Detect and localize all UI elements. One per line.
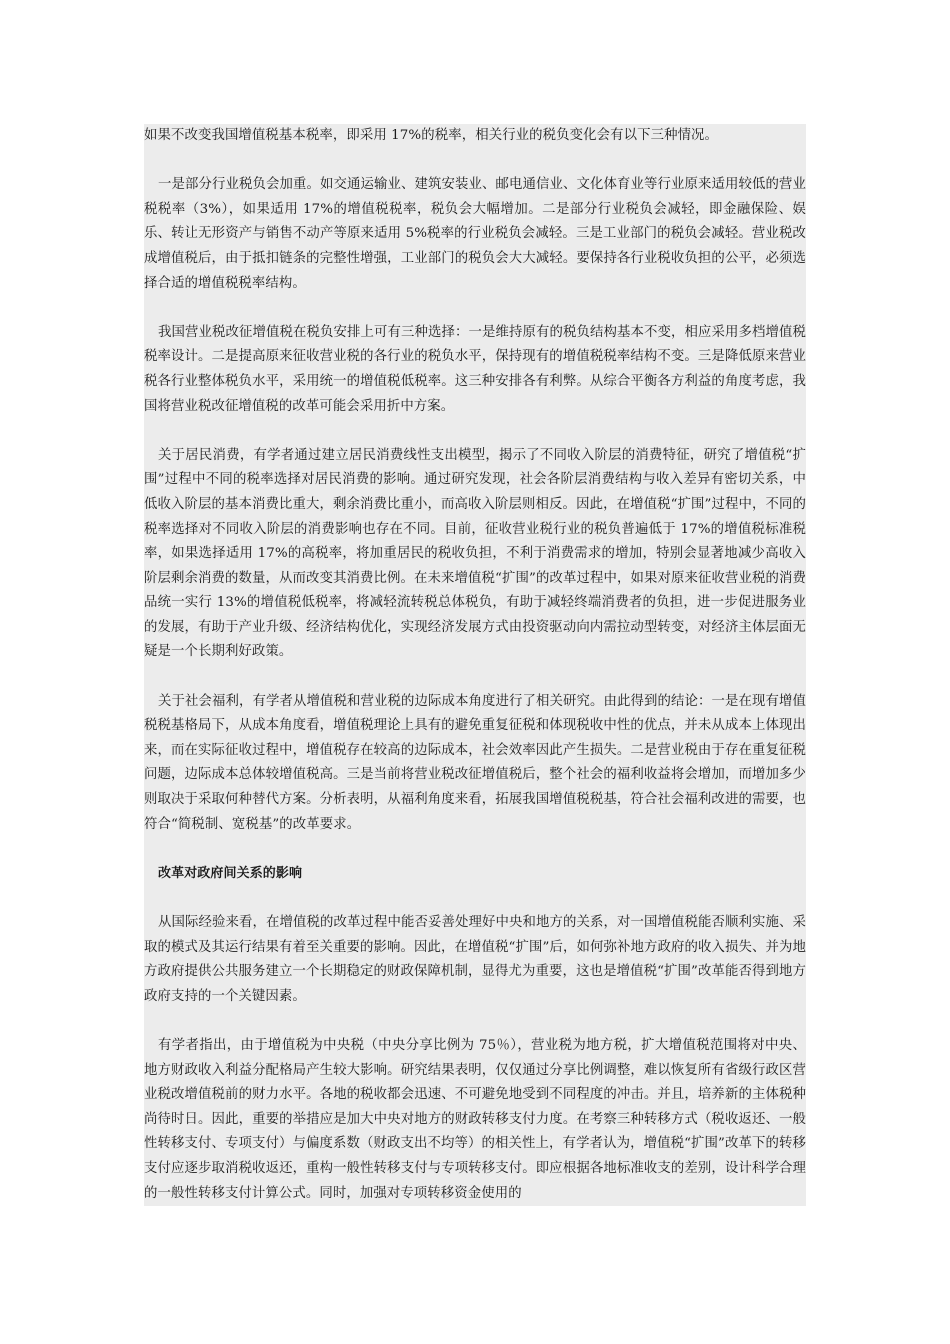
paragraph-three-choices: 我国营业税改征增值税在税负安排上可有三种选择：一是维持原有的税负结构基本不变，相应采用多档增值税税率设计。二是提高原来征收营业税的各行业的税负水平，保持现有的增值税税率结构不变。三是降低原来营业税各行业整体税负水平，采用统一的增值税低税率。这三种安排各有利弊。从综合平衡各方利益的角度考虑，我国将营业税改征增值税的改革可能会采用折中方案。 xyxy=(144,321,806,419)
section-heading: 改革对政府间关系的影响 xyxy=(144,862,806,887)
paragraph-social-welfare: 关于社会福利，有学者从增值税和营业税的边际成本角度进行了相关研究。由此得到的结论：一是在现有增值税税基格局下，从成本角度看，增值税理论上具有的避免重复征税和体现税收中性的优点，并未从成本上体现出来，而在实际征收过程中，增值税存在较高的边际成本，社会效率因此产生损失。二是营业税由于存在重复征税问题，边际成本总体较增值税高。三是当前将营业税改征增值税后，整个社会的福利收益将会增加，而增加多少则取决于采取何种替代方案。分析表明，从福利角度来看，拓展我国增值税税基，符合社会福利改进的需要，也符合“简税制、宽税基”的改革要求。 xyxy=(144,690,806,838)
paragraph-gap xyxy=(144,419,806,444)
intro-paragraph: 如果不改变我国增值税基本税率，即采用 17%的税率，相关行业的税负变化会有以下三种情况。 xyxy=(144,124,806,149)
paragraph-gap xyxy=(144,296,806,321)
paragraph-transfer-payments: 有学者指出，由于增值税为中央税（中央分享比例为 75％），营业税为地方税，扩大增值税范围将对中央、地方财政收入利益分配格局产生较大影响。研究结果表明，仅仅通过分享比例调整，难以恢复所有省级行政区营业税改增值税前的财力水平。各地的税收都会迅速、不可避免地受到不同程度的冲击。并且，培养新的主体税种尚待时日。因此，重要的举措应是加大中央对地方的财政转移支付力度。在考察三种转移方式（税收返还、一般性转移支付、专项支付）与偏度系数（财政支出不均等）的相关性上，有学者认为，增值税“扩围”改革下的转移支付应逐步取消税收返还，重构一般性转移支付与专项转移支付。即应根据各地标准收支的差别，设计科学合理的一般性转移支付计算公式。同时，加强对专项转移资金使用的 xyxy=(144,1034,806,1206)
paragraph-international-experience: 从国际经验来看，在增值税的改革过程中能否妥善处理好中央和地方的关系，对一国增值税能否顺利实施、采取的模式及其运行结果有着至关重要的影响。因此，在增值税“扩围”后，如何弥补地方政府的收入损失、并为地方政府提供公共服务建立一个长期稳定的财政保障机制，显得尤为重要，这也是增值税“扩围”改革能否得到地方政府支持的一个关键因素。 xyxy=(144,911,806,1009)
paragraph-gap xyxy=(144,886,806,911)
paragraph-resident-consumption: 关于居民消费，有学者通过建立居民消费线性支出模型，揭示了不同收入阶层的消费特征，研究了增值税“扩围”过程中不同的税率选择对居民消费的影响。通过研究发现，社会各阶层消费结构与收入差异有密切关系，中低收入阶层的基本消费比重大，剩余消费比重小，而高收入阶层则相反。因此，在增值税“扩围”过程中，不同的税率选择对不同收入阶层的消费影响也存在不同。目前，征收营业税行业的税负普遍低于 17%的增值税标准税率，如果选择适用 17%的高税率，将加重居民的税收负担，不利于消费需求的增加，特别会显著地减少高收入阶层剩余消费的数量，从而改变其消费比例。在未来增值税“扩围”的改革过程中，如果对原来征收营业税的消费品统一实行 13%的增值税低税率，将减轻流转税总体税负，有助于减轻终端消费者的负担，进一步促进服务业的发展，有助于产业升级、经济结构优化，实现经济发展方式由投资驱动向内需拉动型转变，对经济主体层面无疑是一个长期利好政策。 xyxy=(144,444,806,665)
paragraph-tax-burden-changes: 一是部分行业税负会加重。如交通运输业、建筑安装业、邮电通信业、文化体育业等行业原来适用较低的营业税税率（3%），如果适用 17%的增值税税率，税负会大幅增加。二是部分行业税负会减轻，即金融保险、娱乐、转让无形资产与销售不动产等原来适用 5%税率的行业税负会减轻。三是工业部门的税负会减轻。营业税改成增值税后，由于抵扣链条的完整性增强，工业部门的税负会大大减轻。要保持各行业税收负担的公平，必须选择合适的增值税税率结构。 xyxy=(144,173,806,296)
paragraph-gap xyxy=(144,837,806,862)
paragraph-gap xyxy=(144,1009,806,1034)
paragraph-gap xyxy=(144,149,806,174)
document-page xyxy=(144,124,806,1206)
paragraph-gap xyxy=(144,665,806,690)
